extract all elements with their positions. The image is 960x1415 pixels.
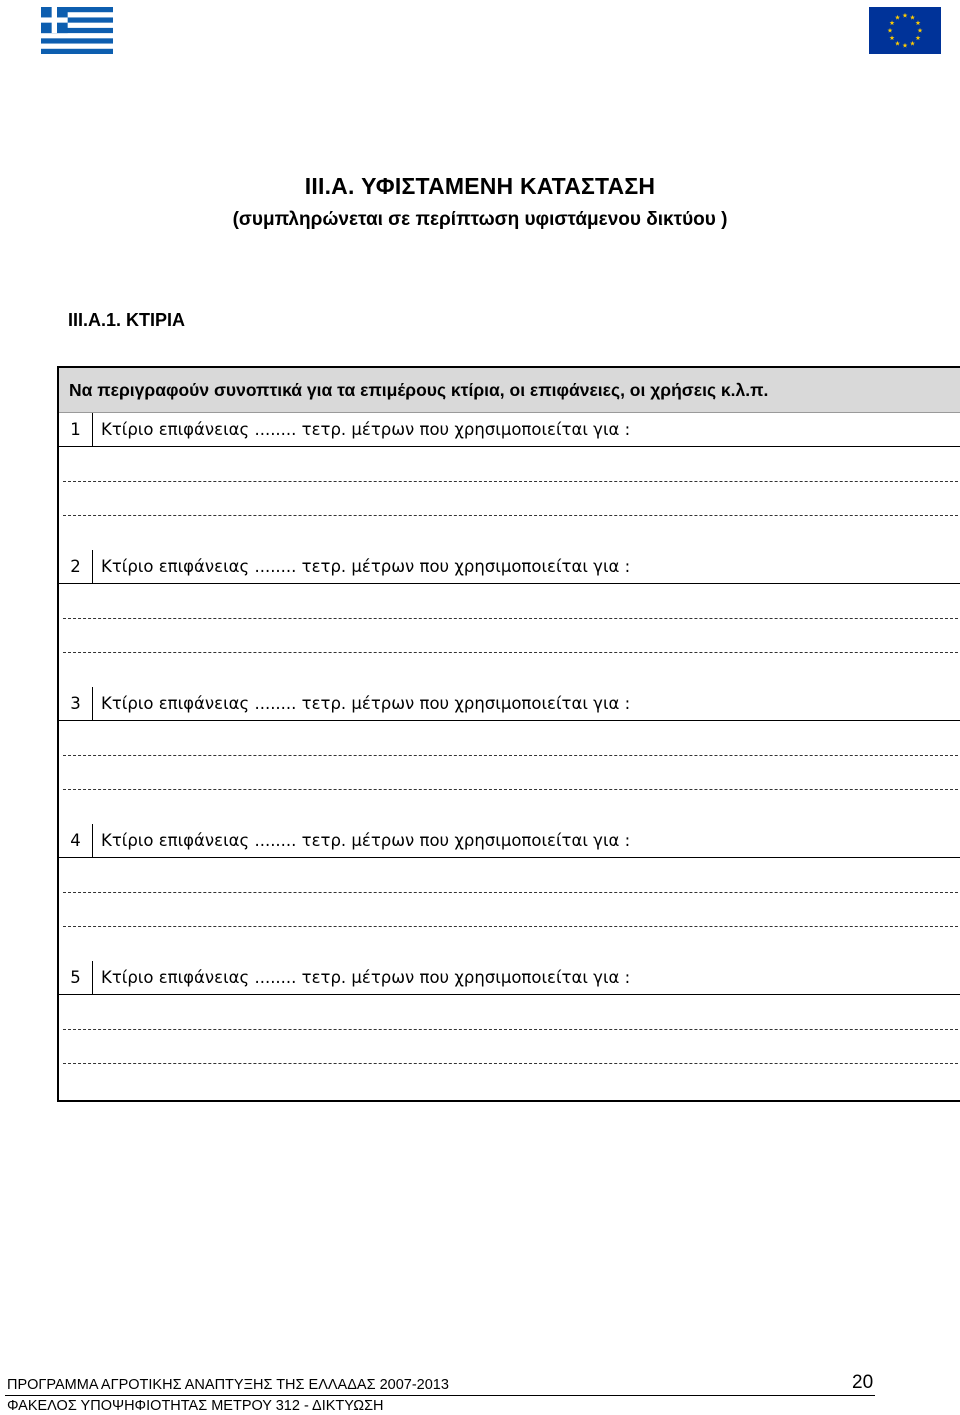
page-number: 20 — [852, 1372, 874, 1393]
building-row — [59, 550, 960, 584]
answer-line[interactable] — [63, 652, 960, 653]
answer-line[interactable] — [63, 789, 960, 790]
buildings-form — [57, 366, 960, 1102]
page-title: III.A. ΥΦΙΣΤΑΜΕΝΗ ΚΑΤΑΣΤΑΣΗ — [304, 173, 656, 199]
building-number: 4 — [59, 824, 93, 857]
building-number: 2 — [59, 550, 93, 583]
building-block-1 — [59, 413, 960, 550]
footer-divider — [5, 1395, 875, 1396]
building-number: 1 — [59, 413, 93, 446]
answer-line[interactable] — [63, 755, 960, 756]
building-label: Κτίριο επιφάνειας ........ τετρ. μέτρων που χρησιμοποιείται για : — [101, 831, 631, 850]
building-label: Κτίριο επιφάνειας ........ τετρ. μέτρων που χρησιμοποιείται για : — [101, 557, 631, 576]
building-label: Κτίριο επιφάνειας ........ τετρ. μέτρων που χρησιμοποιείται για : — [101, 420, 631, 439]
building-number: 3 — [59, 687, 93, 720]
answer-line[interactable] — [63, 481, 960, 482]
instruction-row: Να περιγραφούν συνοπτικά για τα επιμέρους κτίρια, οι επιφάνειες, οι χρήσεις κ.λ.π. — [59, 368, 960, 413]
building-row — [59, 687, 960, 721]
answer-line[interactable] — [63, 892, 960, 893]
section-heading: III.A.1. ΚΤΙΡΙΑ — [68, 310, 186, 330]
answer-line[interactable] — [63, 618, 960, 619]
building-number: 5 — [59, 961, 93, 994]
answer-line[interactable] — [63, 1063, 960, 1064]
eu-flag-icon — [869, 7, 941, 54]
footer-program: ΠΡΟΓΡΑΜΜΑ ΑΓΡΟΤΙΚΗΣ ΑΝΑΠΤΥΞΗΣ ΤΗΣ ΕΛΛΑΔΑΣ 2007-2013 — [7, 1377, 449, 1393]
building-label: Κτίριο επιφάνειας ........ τετρ. μέτρων που χρησιμοποιείται για : — [101, 694, 631, 713]
building-row — [59, 961, 960, 995]
building-label: Κτίριο επιφάνειας ........ τετρ. μέτρων που χρησιμοποιείται για : — [101, 968, 631, 987]
building-block-3 — [59, 687, 960, 824]
answer-line[interactable] — [63, 515, 960, 516]
answer-line[interactable] — [63, 926, 960, 927]
building-block-2 — [59, 550, 960, 687]
building-block-4 — [59, 824, 960, 961]
footer-folder: ΦΑΚΕΛΟΣ ΥΠΟΨΗΦΙΟΤΗΤΑΣ ΜΕΤΡΟΥ 312 - ΔΙΚΤΥΩΣΗ — [7, 1398, 384, 1414]
answer-line[interactable] — [63, 1029, 960, 1030]
greek-flag-icon — [41, 7, 113, 54]
building-block-5 — [59, 961, 960, 1098]
building-row — [59, 824, 960, 858]
page-subtitle: (συμπληρώνεται σε περίπτωση υφιστάμενου δικτύου ) — [232, 209, 728, 230]
building-row — [59, 413, 960, 447]
